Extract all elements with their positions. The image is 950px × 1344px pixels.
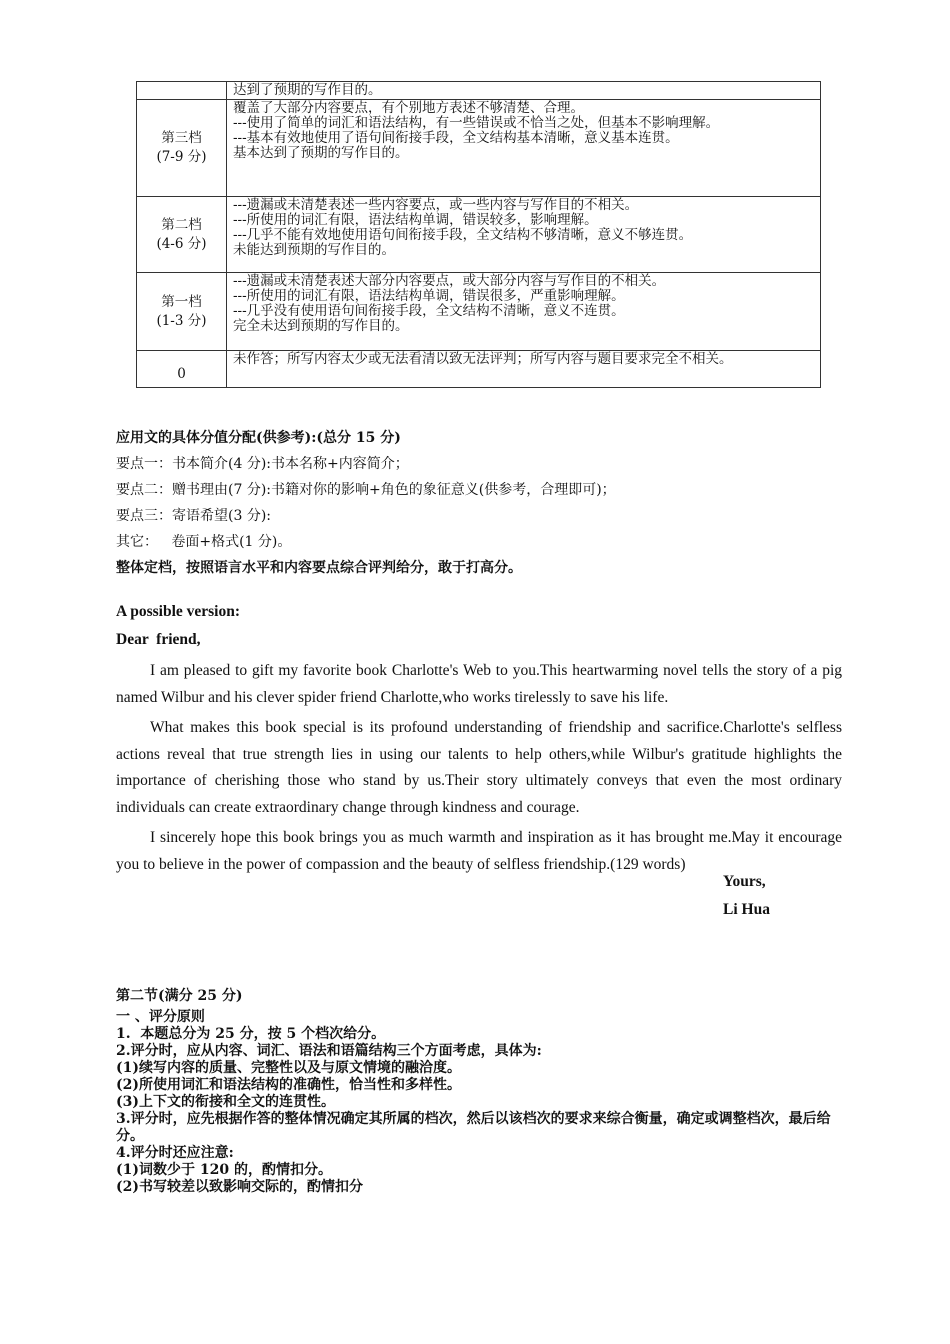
- section-heading: 一 、评分原则: [116, 1009, 205, 1025]
- description-line: ---基本有效地使用了语句间衔接手段，全文结构基本清晰，意义基本连贯。: [233, 130, 679, 146]
- scoring-section: [116, 425, 836, 581]
- table-row: [137, 100, 821, 197]
- description-cell: [227, 100, 821, 197]
- level-label: 第二档: [161, 216, 202, 233]
- scoring-title: 应用文的具体分值分配(供参考):(总分 15 分): [116, 430, 401, 446]
- description-line: ---几乎不能有效地使用语句间衔接手段，全文结构不够清晰，意义不够连贯。: [233, 227, 693, 243]
- scoring-point: 要点一：书本简介(4 分):书本名称+内容简介；: [116, 456, 409, 472]
- level-cell: [137, 351, 227, 388]
- description-line: ---所使用的词汇有限，语法结构单调，错误较多，影响理解。: [233, 212, 598, 228]
- description-cell: [227, 351, 821, 388]
- rule-item: 1. 本题总分为 25 分，按 5 个档次给分。: [116, 1026, 386, 1042]
- level-label: 第一档: [161, 293, 202, 310]
- sample-letter: [116, 598, 842, 878]
- letter-paragraph: I sincerely hope this book brings you as much warmth and inspiration as it has brought me.May it encourage you to believe in the power of compassion and the beauty of selfless friendship.(129 words): [116, 829, 842, 873]
- description-line: ---所使用的词汇有限，语法结构单调，错误很多，严重影响理解。: [233, 288, 625, 304]
- description-line: 达到了预期的写作目的。: [233, 82, 382, 98]
- description-line: 覆盖了大部分内容要点，有个别地方表述不够清楚、合理。: [233, 100, 584, 116]
- level-cell: [137, 100, 227, 197]
- rule-item: (2)所使用词汇和语法结构的准确性，恰当性和多样性。: [116, 1077, 461, 1093]
- level-range: (4-6 分): [156, 235, 207, 252]
- rule-item: 4.评分时还应注意:: [116, 1145, 234, 1161]
- letter-paragraph: I am pleased to gift my favorite book Charlotte's Web to you.This heartwarming novel tells the story of a pig named Wilbur and his clever spider friend Charlotte,who works tirelessly to save his life.: [116, 662, 842, 706]
- scoring-point: 要点二：赠书理由(7 分):书籍对你的影响+角色的象征意义(供参考，合理即可)；: [116, 482, 616, 498]
- description-line: 完全未达到预期的写作目的。: [233, 318, 409, 334]
- rule-item: (1)续写内容的质量、完整性以及与原文情境的融洽度。: [116, 1060, 461, 1076]
- section-title: 第二节(满分 25 分): [116, 988, 243, 1004]
- description-line: ---遗漏或未清楚表述大部分内容要点，或大部分内容与写作目的不相关。: [233, 273, 666, 289]
- description-cell: [227, 197, 821, 273]
- letter-paragraph: What makes this book special is its profound understanding of friendship and sacrifice.Charlotte's selfless actions reveal that true strength lies in using our talents to help others,while Wilbur's gratitude highlights the importance of cherishing those who stand by us.Their story ultimately conveys that even the most ordinary individuals can create extraordinary change through kindness and courage.: [116, 719, 842, 816]
- description-line: 未能达到预期的写作目的。: [233, 242, 395, 258]
- description-cell: [227, 273, 821, 351]
- level-cell: [137, 82, 227, 100]
- description-cell: [227, 82, 821, 100]
- scoring-point: 要点三：寄语希望(3 分):: [116, 508, 271, 524]
- description-line: ---使用了简单的词汇和语法结构，有一些错误或不恰当之处，但基本不影响理解。: [233, 115, 720, 131]
- level-range: (7-9 分): [156, 149, 207, 165]
- description-line: ---遗漏或未清楚表述一些内容要点，或一些内容与写作目的不相关。: [233, 197, 639, 213]
- rule-item: (2)书写较差以致影响交际的，酌情扣分: [116, 1179, 363, 1195]
- level-cell: [137, 273, 227, 351]
- level-label: 0: [177, 365, 186, 382]
- level-label: 第三档: [161, 130, 202, 146]
- scoring-point: 其它： 卷面+格式(1 分)。: [116, 534, 292, 550]
- scoring-note: 整体定档，按照语言水平和内容要点综合评判给分，敢于打高分。: [116, 560, 522, 576]
- section-two: [116, 985, 846, 1196]
- description-line: 基本达到了预期的写作目的。: [233, 145, 409, 161]
- table-row: [137, 351, 821, 388]
- rule-item: 2.评分时，应从内容、词汇、语法和语篇结构三个方面考虑，具体为:: [116, 1043, 542, 1059]
- table-row: [137, 82, 821, 100]
- description-line: 未作答；所写内容太少或无法看清以致无法评判；所写内容与题目要求完全不相关。: [233, 351, 733, 367]
- letter-signature: Li Hua: [723, 901, 770, 918]
- rule-item: 3.评分时，应先根据作答的整体情况确定其所属的档次，然后以该档次的要求来综合衡量，确定或调整档次，最后给分。: [116, 1111, 831, 1144]
- rule-item: (3)上下文的衔接和全文的连贯性。: [116, 1094, 335, 1110]
- table-row: [137, 273, 821, 351]
- level-range: (1-3 分): [156, 312, 207, 329]
- level-cell: [137, 197, 227, 273]
- description-line: ---几乎没有使用语句间衔接手段，全文结构不清晰，意义不连贯。: [233, 303, 625, 319]
- letter-salutation: Dear friend,: [116, 631, 201, 648]
- grading-table: [136, 81, 821, 388]
- letter-heading: A possible version:: [116, 603, 241, 620]
- rule-item: (1)词数少于 120 的，酌情扣分。: [116, 1162, 332, 1178]
- letter-closing: Yours,: [723, 873, 766, 890]
- table-row: [137, 197, 821, 273]
